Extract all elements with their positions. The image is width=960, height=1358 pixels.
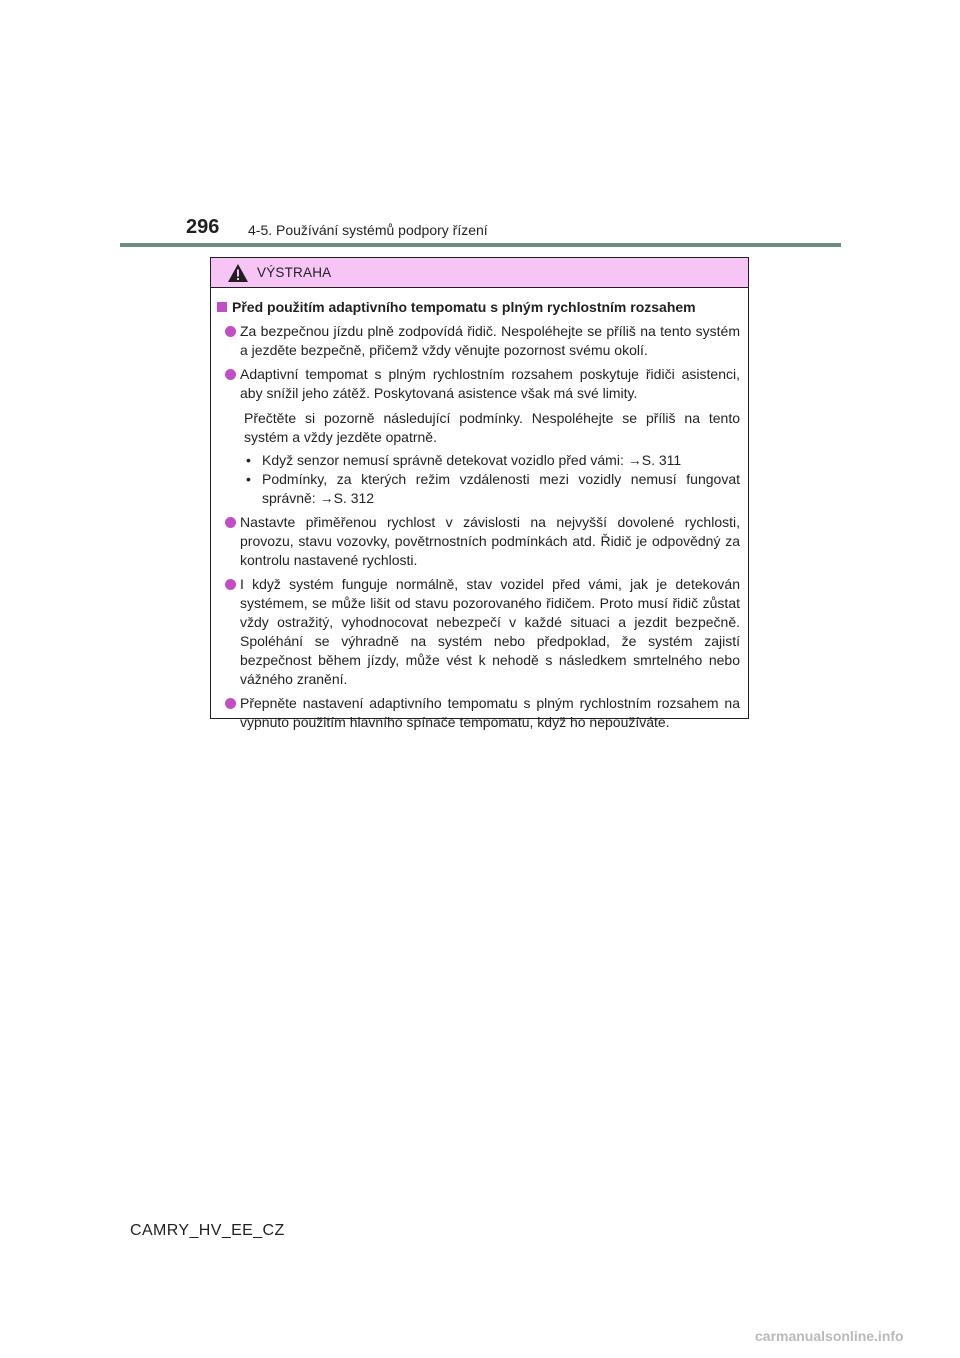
warning-heading-text: Před použitím adaptivního tempomatu s plným rychlostním rozsahem: [232, 299, 696, 315]
sub-list-item: [244, 451, 740, 470]
document-code: CAMRY_HV_EE_CZ: [130, 1222, 285, 1239]
bullet-item: [217, 365, 740, 403]
bullet-text: Za bezpečnou jízdu plně zodpovídá řidič. Nespoléhejte se příliš na tento systém a jezděte bezpečně, přičemž vždy věnujte pozornost svému okolí.: [240, 323, 740, 358]
square-bullet-icon: [217, 302, 227, 312]
warning-heading: [217, 298, 740, 317]
sub-list-item: [244, 470, 740, 508]
bullet-item: [217, 513, 740, 570]
header-rule: [120, 243, 841, 247]
round-bullet-icon: [225, 369, 236, 380]
round-bullet-icon: [225, 517, 236, 528]
bullet-text: I když systém funguje normálně, stav vozidel před vámi, jak je detekován systémem, se může lišit od stavu pozorovaného řidičem. Proto musí řidič zůstat vždy ostražitý, vyhodnocovat nebezpečí v každé situaci a jezdit bezpečně. Spoléhání se výhradně na systém nebo předpoklad, že systém zajistí bezpečnost během jízdy, může vést k nehodě s následkem smrtelného nebo vážného zranění.: [240, 576, 740, 687]
warning-title: VÝSTRAHA: [257, 265, 332, 280]
bullet-item: [217, 322, 740, 360]
bullet-text: Nastavte přiměřenou rychlost v závislosti na nejvyšší dovolené rychlosti, provozu, stavu vozovky, povětrnostních podmínkách atd. Řidič je odpovědný za kontrolu nastavené rychlosti.: [240, 514, 740, 568]
round-bullet-icon: [225, 326, 236, 337]
warning-triangle-icon: [227, 263, 249, 283]
warning-header: [211, 258, 748, 288]
bullet-item: [217, 694, 740, 732]
warning-body: [211, 288, 748, 732]
bullet-item: [217, 575, 740, 689]
bullet-text: Adaptivní tempomat s plným rychlostním rozsahem poskytuje řidiči asistenci, aby snížil jeho zátěž. Poskytovaná asistence však má své limity.: [240, 366, 740, 401]
sub-bullet-mark: •: [246, 471, 251, 487]
round-bullet-icon: [225, 579, 236, 590]
sub-bullet-mark: •: [246, 452, 251, 468]
sub-list-text: Podmínky, za kterých režim vzdálenosti mezi vozidly nemusí fungovat správně: →S. 312: [262, 471, 740, 506]
watermark: carmanualsonline.info: [755, 1328, 904, 1344]
round-bullet-icon: [225, 698, 236, 709]
sub-list-text: Když senzor nemusí správně detekovat vozidlo před vámi: →S. 311: [262, 452, 682, 468]
bullet-text: Přepněte nastavení adaptivního tempomatu s plným rychlostním rozsahem na vypnuto použitím hlavního spínače tempomatu, když ho nepoužíváte.: [240, 695, 740, 730]
bullet-paragraph: Přečtěte si pozorně následující podmínky. Nespoléhejte se příliš na tento systém a vždy jezděte opatrně.: [244, 410, 740, 445]
warning-box: [210, 257, 749, 730]
section-title: 4-5. Používání systémů podpory řízení: [248, 222, 488, 238]
page-number: 296: [186, 216, 220, 238]
